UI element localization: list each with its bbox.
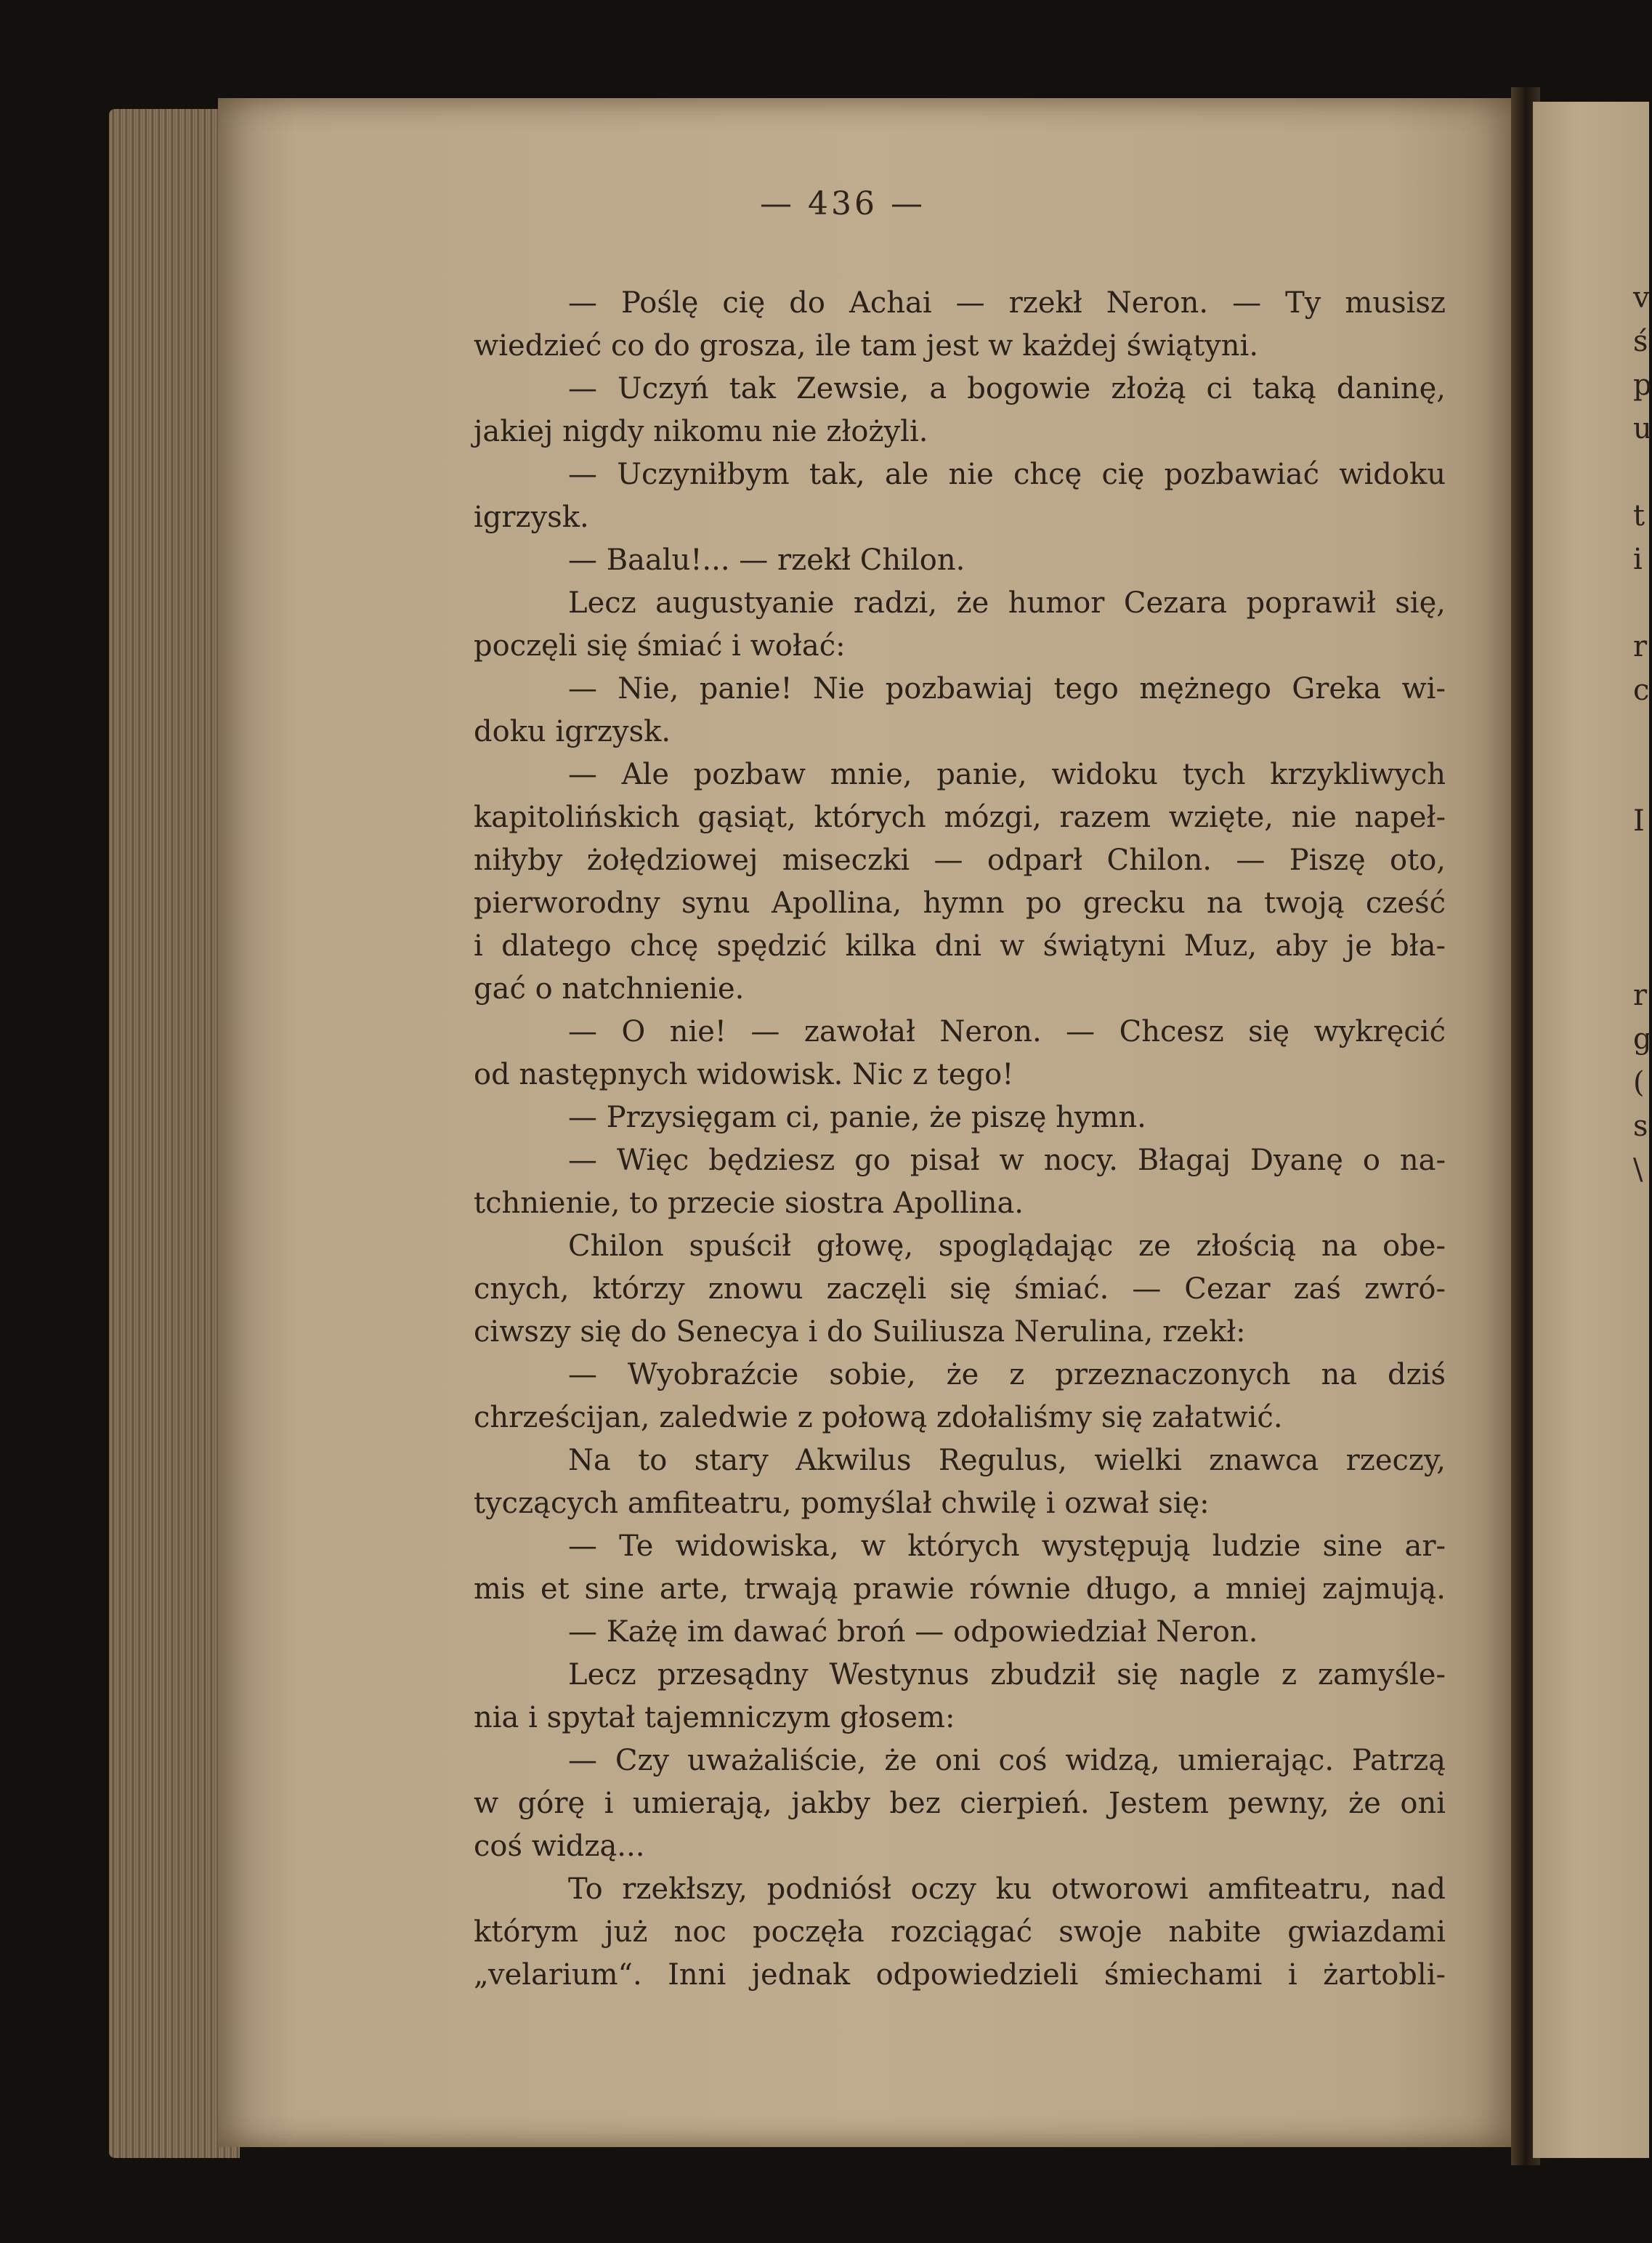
text-line: i dlatego chcę spędzić kilka dni w świątyni Muz, aby je bła- <box>474 929 1446 963</box>
right-page-fragment: I <box>1633 804 1645 838</box>
page-number: — 436 — <box>760 185 926 222</box>
right-page-fragment <box>1633 712 1649 756</box>
text-line: — Te widowiska, w których występują ludzie sine ar- <box>568 1529 1446 1563</box>
text-line: Chilon spuścił głowę, spoglądając ze złością na obe- <box>568 1229 1446 1263</box>
text-line: poczęli się śmiać i wołać: <box>474 629 846 663</box>
text-line: ciwszy się do Senecya i do Suiliusza Nerulina, rzekł: <box>474 1315 1246 1349</box>
right-page-fragment: ( <box>1633 1066 1645 1099</box>
text-line: jakiej nigdy nikomu nie złożyli. <box>474 415 928 448</box>
text-line: od następnych widowisk. Nic z tego! <box>474 1058 1014 1091</box>
right-page-fragment: r <box>1633 630 1648 663</box>
text-line: pierworodny synu Apollina, hymn po grecku na twoją cześć <box>474 886 1446 920</box>
text-line: wiedzieć co do grosza, ile tam jest w każdej świątyni. <box>474 329 1259 363</box>
text-line: — Uczyń tak Zewsie, a bogowie złożą ci taką daninę, <box>568 372 1446 405</box>
text-line: coś widzą... <box>474 1830 645 1863</box>
right-page-text-fragments <box>1633 276 1652 1192</box>
text-line: — Więc będziesz go pisał w nocy. Błagaj Dyanę o na- <box>568 1144 1446 1177</box>
right-page <box>1533 102 1652 2158</box>
right-page-fragment: ś <box>1633 325 1648 358</box>
text-line: — Przysięgam ci, panie, że piszę hymn. <box>568 1101 1146 1134</box>
text-line: doku igrzysk. <box>474 715 671 748</box>
text-line: — Nie, panie! Nie pozbawiaj tego mężnego Greka wi- <box>568 672 1446 706</box>
text-line: którym już noc poczęła rozciągać swoje nabite gwiazdami <box>474 1915 1446 1949</box>
text-line: — Baalu!... — rzekł Chilon. <box>568 543 965 577</box>
body-text <box>474 282 1446 1997</box>
text-line: — Poślę cię do Achai — rzekł Neron. — Ty musisz <box>568 286 1446 320</box>
text-line: — Każę im dawać broń — odpowiedział Neron. <box>568 1615 1258 1649</box>
text-line: — O nie! — zawołał Neron. — Chcesz się wykręcić <box>568 1015 1446 1048</box>
right-page-fragment: s <box>1633 1110 1648 1143</box>
text-line: chrześcijan, zaledwie z połową zdołaliśmy się załatwić. <box>474 1401 1283 1434</box>
right-page-fragment <box>1633 756 1649 799</box>
text-line: Lecz przesądny Westynus zbudził się nagle z zamyśle- <box>568 1658 1446 1692</box>
right-page-fragment: g <box>1633 1022 1652 1056</box>
text-line: tyczących amfiteatru, pomyślał chwilę i ozwał się: <box>474 1487 1210 1520</box>
text-line: mis et sine arte, trwają prawie równie długo, a mniej zajmują. <box>474 1572 1446 1606</box>
text-line: tchnienie, to przecie siostra Apollina. <box>474 1187 1024 1220</box>
text-line: Na to stary Akwilus Regulus, wielki znawca rzeczy, <box>568 1444 1446 1477</box>
right-page-fragment <box>1633 843 1649 886</box>
text-line: — Wyobraźcie sobie, że z przeznaczonych na dziś <box>568 1358 1446 1391</box>
text-line: To rzekłszy, podniósł oczy ku otworowi amfiteatru, nad <box>568 1872 1446 1906</box>
right-page-fragment <box>1633 450 1649 494</box>
right-page-fragment: u <box>1633 412 1652 445</box>
text-line: igrzysk. <box>474 501 589 534</box>
text-line: Lecz augustyanie radzi, że humor Cezara poprawił się, <box>568 586 1446 620</box>
right-page-fragment: r <box>1633 979 1648 1012</box>
right-page-fragment: v <box>1633 281 1650 315</box>
right-page-fragment: t <box>1633 499 1645 533</box>
right-page-fragment <box>1633 581 1649 625</box>
text-line: gać o natchnienie. <box>474 972 745 1006</box>
right-page-fragment <box>1633 930 1649 974</box>
right-page-fragment: c <box>1633 674 1650 707</box>
text-line: w górę i umierają, jakby bez cierpień. Jestem pewny, że oni <box>474 1787 1446 1820</box>
text-line: — Ale pozbaw mnie, panie, widoku tych krzykliwych <box>568 758 1446 791</box>
right-page-fragment: \ <box>1633 1153 1643 1187</box>
right-page-fragment: p <box>1633 368 1652 402</box>
text-line: niłyby żołędziowej miseczki — odparł Chilon. — Piszę oto, <box>474 844 1446 877</box>
text-line: kapitolińskich gąsiąt, których mózgi, razem wzięte, nie napeł- <box>474 801 1446 834</box>
text-line: — Uczyniłbym tak, ale nie chcę cię pozbawiać widoku <box>568 458 1446 491</box>
right-page-fragment: i <box>1633 543 1643 576</box>
text-line: nia i spytał tajemniczym głosem: <box>474 1701 955 1734</box>
text-line: „velarium“. Inni jednak odpowiedzieli śmiechami i żartobli- <box>474 1958 1446 1992</box>
text-line: — Czy uważaliście, że oni coś widzą, umierając. Patrzą <box>568 1744 1446 1777</box>
right-page-fragment <box>1633 886 1649 930</box>
text-line: cnych, którzy znowu zaczęli się śmiać. — Cezar zaś zwró- <box>474 1272 1446 1306</box>
